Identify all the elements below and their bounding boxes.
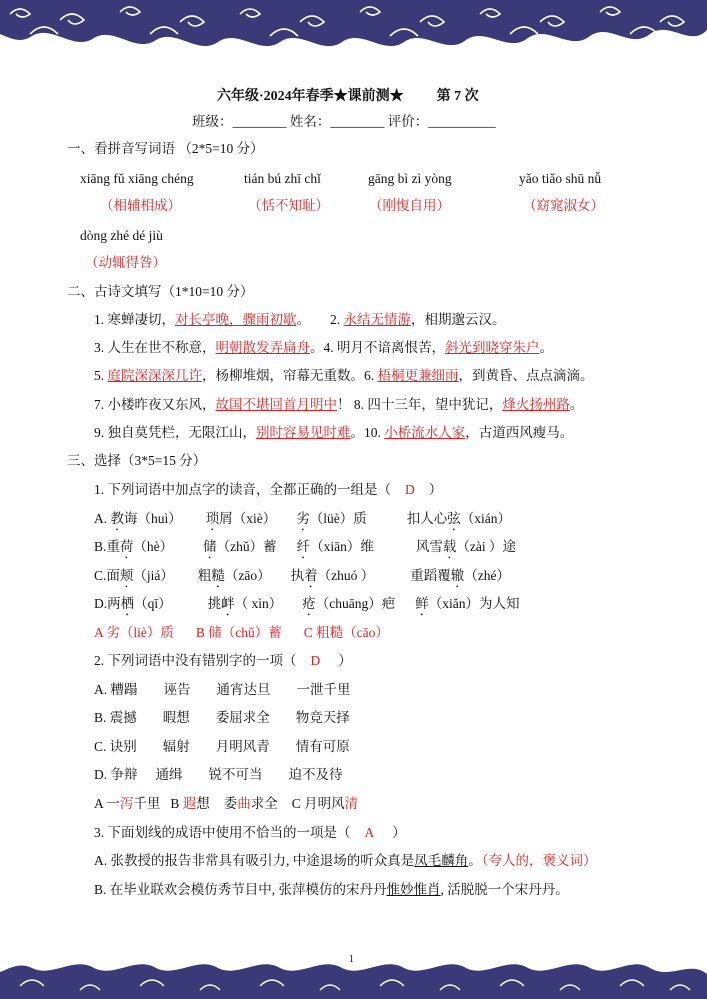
q2-explanation	[94, 795, 358, 813]
q1-option-a	[94, 510, 511, 534]
text-fragment: 锐不可当	[208, 767, 263, 782]
q2-stem	[94, 652, 352, 670]
answer-1: （相辅相成）	[100, 198, 181, 213]
text-fragment: 辙	[450, 568, 465, 583]
text-fragment: 。	[468, 853, 482, 868]
text-fragment: 物竞天择	[295, 710, 350, 725]
q2-option-d	[94, 766, 343, 784]
q1-answer: D	[405, 482, 415, 497]
text-fragment: 风雪	[415, 539, 443, 554]
text-fragment: 疮	[302, 596, 316, 611]
text-fragment: 衅	[221, 596, 235, 611]
poem-answer: 庭院深深深几许	[107, 368, 202, 383]
text-fragment: C. 诀别	[94, 739, 137, 754]
text-fragment: （chuāng）疤	[315, 596, 396, 611]
text-fragment: （lüè）质	[309, 511, 367, 526]
poem-text: 。	[296, 312, 310, 327]
answer-2: （恬不知耻）	[248, 198, 329, 213]
section1-heading: 一、看拼音写词语 （2*5=10 分）	[67, 141, 264, 156]
answer-3: （刚愎自用）	[369, 198, 450, 213]
text-fragment: 诬告	[163, 682, 191, 697]
poem-text: 。	[539, 340, 553, 355]
text-fragment: A. 糟蹋	[94, 682, 138, 697]
text-fragment: B. 震撼	[94, 710, 137, 725]
q1-option-c	[94, 567, 510, 591]
q1-explanation	[94, 624, 389, 642]
text-fragment: B	[170, 796, 183, 811]
student-info-fields: 班级：________ 姓名：________ 评价：__________	[192, 114, 496, 129]
q1-option-b	[94, 538, 516, 562]
text-fragment: 惟妙惟肖	[386, 882, 441, 897]
text-fragment: 千里	[133, 796, 161, 811]
pinyin-5: dòng zhé dé jiù	[80, 228, 163, 243]
text-fragment: D. 争辩	[94, 767, 138, 782]
text-fragment: 屑	[219, 511, 233, 526]
poem-answer: 小桥流水人家	[384, 425, 466, 440]
poem-text: 。	[569, 397, 584, 412]
q1-close: ）	[428, 482, 443, 497]
text-fragment: A.	[94, 511, 111, 526]
poem-text: ，到黄昏、点点滴滴。	[458, 368, 594, 383]
poem-text: ！ 8. 四十三年，望中犹记，	[337, 397, 503, 412]
answer-5: （动辄得咎）	[85, 255, 166, 270]
text-fragment: 想	[196, 796, 210, 811]
text-fragment: 着	[304, 568, 318, 583]
text-fragment: 挑	[207, 596, 222, 611]
poem-text: 。10.	[350, 425, 385, 440]
poem-answer: 烽火扬州路	[502, 397, 570, 412]
poem-text: 5.	[94, 368, 108, 383]
text-fragment: 鲜	[415, 596, 429, 611]
bottom-wave-border	[0, 960, 707, 999]
text-fragment: 曲	[237, 796, 251, 811]
text-fragment: （ xìn）	[234, 596, 283, 611]
poem-answer: 别时容易见时难	[256, 425, 351, 440]
text-fragment: 栖	[120, 596, 135, 611]
poem-answer: 永结无情游	[343, 312, 411, 327]
text-fragment: 储	[203, 539, 217, 554]
text-fragment: （jiá）	[133, 568, 174, 583]
text-fragment: , 活脱脱一个宋丹丹。	[440, 882, 569, 897]
section2-heading: 二、古诗文填写（1*10=10 分）	[67, 284, 254, 299]
text-fragment: B. 在毕业联欢会模仿秀节目中, 张萍模仿的宋丹丹	[94, 882, 387, 897]
text-fragment: （zài ）途	[456, 539, 517, 554]
text-fragment: 3. 下面划线的成语中使用不恰当的一项是（	[94, 825, 351, 840]
text-fragment: 执	[290, 568, 305, 583]
text-fragment: B.重	[94, 539, 120, 554]
text-fragment: 重蹈覆	[410, 568, 451, 583]
q2-option-b	[94, 709, 350, 727]
text-fragment: （zhé）	[464, 568, 510, 583]
lesson-number: 第 7 次	[436, 89, 479, 104]
text-fragment: 遐	[182, 796, 197, 811]
text-fragment: 月明风青	[215, 739, 270, 754]
text-fragment: B 储（chǔ）蓄	[195, 625, 282, 640]
poem-answer: 斜光到晓穿朱户	[445, 340, 540, 355]
text-fragment: 凤毛麟角	[414, 853, 469, 868]
text-fragment: （xiǎn）为人知	[428, 596, 520, 611]
text-fragment: 2. 下列词语中没有错别字的一项（	[94, 653, 297, 668]
poem-answer: 梧桐更兼细雨	[377, 368, 459, 383]
q3-stem	[94, 824, 406, 842]
text-fragment: 迫不及待	[288, 767, 343, 782]
text-fragment: A 劣（liè）质	[94, 625, 174, 640]
pinyin-3: gāng bì zì yòng	[368, 171, 452, 186]
poem-line-4	[94, 396, 583, 414]
text-fragment: （hè）	[133, 539, 174, 554]
poem-text: ，杨柳堆烟，帘幕无重数。6.	[202, 368, 378, 383]
q1-stem	[94, 481, 442, 499]
text-fragment: ）	[392, 825, 406, 840]
text-fragment: 载	[442, 539, 457, 554]
text-fragment: A 一	[94, 796, 120, 811]
text-fragment: 弦	[447, 511, 461, 526]
text-fragment: 清	[344, 796, 359, 811]
q3-answer: A	[364, 825, 375, 840]
text-fragment: 荷	[119, 539, 134, 554]
text-fragment: 通宵达旦	[216, 682, 271, 697]
pinyin-2: tián bú zhī chǐ	[244, 171, 321, 186]
text-fragment: 委	[223, 796, 238, 811]
poem-text: 9. 独自莫凭栏，无限江山，	[94, 425, 256, 440]
q2-answer: D	[310, 653, 321, 668]
poem-text: ，相期邈云汉。	[411, 312, 506, 327]
text-fragment: 通缉	[155, 767, 183, 782]
poem-line-2	[94, 339, 553, 357]
text-fragment: 教	[110, 511, 124, 526]
text-fragment: （xián）	[460, 511, 512, 526]
doc-title-row	[217, 88, 479, 106]
poem-text: 7. 小楼昨夜又东风，	[94, 397, 216, 412]
page-number: 1	[349, 954, 354, 965]
poem-text: 。4. 明月不谙离恨苦，	[310, 340, 445, 355]
text-fragment: 劣	[296, 511, 310, 526]
text-fragment: 粗	[197, 568, 212, 583]
section3-heading: 三、选择（3*5=15 分）	[67, 453, 207, 468]
text-fragment: （zhuó ）	[317, 568, 375, 583]
pinyin-4: yǎo tiǎo shū nǚ	[519, 171, 602, 186]
text-fragment: 诲（huì）	[124, 511, 182, 526]
text-fragment: C 粗糙（cāo）	[303, 625, 389, 640]
text-fragment: 情有可原	[295, 739, 350, 754]
text-fragment: 一泄千里	[296, 682, 351, 697]
text-fragment: A. 张教授的报告非常具有吸引力, 中途退场的听众真是	[94, 853, 415, 868]
q3-option-a	[94, 852, 597, 870]
text-fragment: 委屈求全	[215, 710, 270, 725]
q1-stem-text: 1. 下列词语中加点字的读音，全都正确的一组是（	[94, 482, 391, 497]
answer-4: （窈窕淑女）	[523, 198, 604, 213]
text-fragment: C 月明风	[291, 796, 345, 811]
doc-title: 六年级·2024年春季★课前测★	[217, 89, 404, 104]
text-fragment: C.面	[94, 568, 120, 583]
text-fragment: （夸人的，褒义词）	[481, 853, 597, 868]
text-fragment: 扣人心	[406, 511, 448, 526]
text-fragment: 纤	[296, 539, 311, 554]
text-fragment: 糙	[211, 568, 225, 583]
text-fragment: 颊	[119, 568, 134, 583]
text-fragment: 琐	[205, 511, 220, 526]
poem-text: 2.	[330, 312, 344, 327]
text-fragment: （zāo）	[224, 568, 271, 583]
text-fragment: 辐射	[162, 739, 190, 754]
top-wave-border	[0, 0, 707, 62]
q2-option-c	[94, 738, 350, 756]
text-fragment: 求全	[250, 796, 278, 811]
poem-text: 1. 寒蝉凄切，	[94, 312, 175, 327]
text-fragment: ）	[338, 653, 352, 668]
q1-option-d	[94, 595, 520, 619]
text-fragment: （xiè）	[232, 511, 277, 526]
poem-line-3	[94, 367, 594, 385]
q3-option-b	[94, 881, 569, 899]
q2-option-a	[94, 681, 351, 699]
poem-answer: 故国不堪回首月明中	[215, 397, 337, 412]
poem-text: ，古道西风瘦马。	[465, 425, 574, 440]
text-fragment: （xiān）维	[310, 539, 374, 554]
text-fragment: 泻	[119, 796, 134, 811]
poem-answer: 对长亭晚，骤雨初歇	[175, 312, 297, 327]
pinyin-1: xiāng fǔ xiāng chéng	[80, 171, 194, 186]
poem-line-1	[94, 311, 506, 329]
text-fragment: D.两	[94, 596, 121, 611]
poem-text: 3. 人生在世不称意，	[94, 340, 216, 355]
text-fragment: 暇想	[162, 710, 190, 725]
text-fragment: （qī）	[134, 596, 172, 611]
poem-line-5	[94, 424, 573, 442]
poem-answer: 明朝散发弄扁舟	[215, 340, 310, 355]
text-fragment: （zhǔ）蓄	[216, 539, 277, 554]
